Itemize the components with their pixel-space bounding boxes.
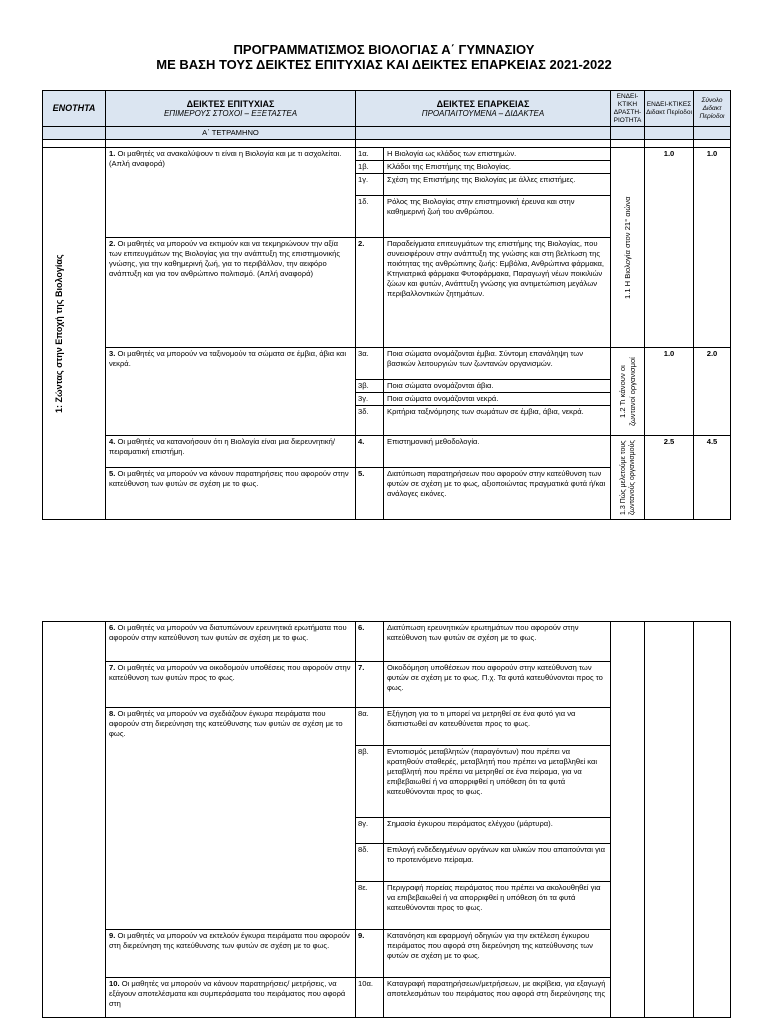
adequacy-1b: Κλάδοι της Επιστήμης της Βιολογίας.	[384, 161, 611, 174]
code-8b: 8β.	[356, 746, 384, 818]
unit-cell-2	[43, 622, 106, 1018]
code-10a: 10α.	[356, 978, 384, 1018]
adequacy-3b: Ποια σώματα ονομάζονται άβια.	[384, 380, 611, 393]
adequacy-1c: Σχέση της Επιστήμης της Βιολογίας με άλλες επιστήμες.	[384, 174, 611, 196]
adequacy-7: Οικοδόμηση υποθέσεων που αφορούν στην κατεύθυνση των φυτών σε σχέση με το φως. Π.χ. Τα φυτά κατευθύνονται προς το φως.	[384, 662, 611, 708]
code-1a: 1α.	[356, 148, 384, 161]
code-4: 4.	[356, 436, 384, 468]
doc-title-line2: ΜΕ ΒΑΣΗ ΤΟΥΣ ΔΕΙΚΤΕΣ ΕΠΙΤΥΧΙΑΣ ΚΑΙ ΔΕΙΚΤΕΣ ΕΠΑΡΚΕΙΑΣ 2021-2022	[156, 57, 612, 72]
success-10: 10. Οι μαθητές να μπορούν να κάνουν παρατηρήσεις/ μετρήσεις, να εξάγουν αποτελέσματα και συμπεράσματα του πειράματος που αφορά στη	[106, 978, 356, 1018]
success-6: 6. Οι μαθητές να μπορούν να διατυπώνουν ερευνητικά ερωτήματα που αφορούν στην κατεύθυνση των φυτών σε σχέση με το φως.	[106, 622, 356, 662]
success-7: 7. Οι μαθητές να μπορούν να οικοδομούν υποθέσεις που αφορούν στην κατεύθυνση των φυτών προς το φως.	[106, 662, 356, 708]
periods-4: 2.5	[645, 436, 694, 520]
competency-table-page1	[42, 90, 731, 520]
code-6: 6.	[356, 622, 384, 662]
unit-label: 1: Ζώντας στην Εποχή της Βιολογίας	[54, 254, 64, 413]
adequacy-3c: Ποια σώματα ονομάζονται νεκρά.	[384, 393, 611, 406]
col-unit: ΕΝΟΤΗΤΑ	[43, 91, 106, 127]
code-8a: 8α.	[356, 708, 384, 746]
total-cell-2	[694, 622, 731, 1018]
code-8d: 8δ.	[356, 844, 384, 882]
success-9: 9. Οι μαθητές να μπορούν να εκτελούν έγκυρα πειράματα που αφορούν στη διερεύνηση της κατεύθυνσης των φυτών σε σχέση με το φως.	[106, 930, 356, 978]
code-3d: 3δ.	[356, 406, 384, 436]
activity-1-1: 1.1 Η Βιολογία στον 21° αιώνα	[611, 148, 645, 348]
adequacy-8a: Εξήγηση για το τι μπορεί να μετρηθεί σε ένα φυτό για να διαπιστωθεί αν κατευθύνεται προς το φως.	[384, 708, 611, 746]
spacer	[611, 140, 645, 148]
adequacy-6: Διατύπωση ερευνητικών ερωτημάτων που αφορούν στην κατεύθυνση των φυτών σε σχέση με το φως.	[384, 622, 611, 662]
code-1b: 1β.	[356, 161, 384, 174]
adequacy-3d: Κριτήρια ταξινόμησης των σωμάτων σε έμβια, άβια, νεκρά.	[384, 406, 611, 436]
periods-cell-2	[645, 622, 694, 1018]
col-periods: ΕΝΔΕΙ-ΚΤΙΚΕΣ Διδακτ Περίοδοι	[645, 91, 694, 127]
spacer	[356, 140, 611, 148]
spacer	[106, 140, 356, 148]
adequacy-8c: Σημασία έγκυρου πειράματος ελέγχου (μάρτυρα).	[384, 818, 611, 844]
success-8: 8. Οι μαθητές να μπορούν να σχεδιάζουν έγκυρα πειράματα που αφορούν στη διερεύνηση της κατεύθυνσης των φυτών σε σχέση με το φως.	[106, 708, 356, 930]
adequacy-2: Παραδείγματα επιτευγμάτων της επιστήμης της Βιολογίας, που συνεισφέρουν στην ανάπτυξη της γνώσης και στη βελτίωση της ποιότητας της ανθρώπινης ζωής: Εμβόλια, Ανθρώπινα φάρμακα, Κτηνιατρικά φάρμακα Φυτοφάρμακα, Παραγωγή νέων ποικιλιών ζώων και φυτών, Ανάπτυξη γνώσης για αντιμετώπιση μεγάλων περιβαλλοντικών ζητημάτων.	[384, 238, 611, 348]
code-7: 7.	[356, 662, 384, 708]
adequacy-5: Διατύπωση παρατηρήσεων που αφορούν στην κατεύθυνση των φυτών σε σχέση με το φως, αξιοποιώντας πραγματικά φυτά ή/και ανάλογες εικόνες.	[384, 468, 611, 520]
adequacy-3a: Ποια σώματα ονομάζονται έμβια. Σύντομη επανάληψη των βασικών λειτουργιών των ζωντανών οργανισμών.	[384, 348, 611, 380]
total-1: 1.0	[694, 148, 731, 348]
adequacy-10a: Καταγραφή παρατηρήσεων/μετρήσεων, με ακρίβεια, για εξαγωγή αποτελεσμάτων του πειράματος που αφορά στη διερεύνησης της	[384, 978, 611, 1018]
col-total: Σύνολο Διδακτ Περίοδοι	[694, 91, 731, 127]
quarter-blank3	[611, 127, 645, 140]
col-adequacy: ΔΕΙΚΤΕΣ ΕΠΑΡΚΕΙΑΣ ΠΡΟΑΠΑΙΤΟΥΜΕΝΑ – ΔΙΔΑΚΤΕΑ	[356, 91, 611, 127]
competency-table-page2	[42, 621, 731, 1018]
col-success: ΔΕΙΚΤΕΣ ΕΠΙΤΥΧΙΑΣ ΕΠΙΜΕΡΟΥΣ ΣΤΟΧΟΙ – ΕΞΕΤΑΣΤΕΑ	[106, 91, 356, 127]
periods-1: 1.0	[645, 148, 694, 348]
quarter-blank5	[694, 127, 731, 140]
success-3: 3. Οι μαθητές να μπορούν να ταξινομούν τα σώματα σε έμβια, άβια και νεκρά.	[106, 348, 356, 436]
activity-1-2: 1.2 Τι κάνουν οι ζωντανοί οργανισμοί	[611, 348, 645, 436]
code-3c: 3γ.	[356, 393, 384, 406]
adequacy-8b: Εντοπισμός μεταβλητών (παραγόντων) που πρέπει να κρατηθούν σταθερές, μεταβλητή που πρέπει να μεταβληθεί και μεταβλητή που πρέπει να μετρηθεί σε ένα πείραμα, για να επιβεβαιωθεί ή να απορριφθεί η υπόθεση ότι τα φυτά κατευθύνονται προς το φως.	[384, 746, 611, 818]
spacer	[645, 140, 694, 148]
adequacy-1a: Η Βιολογία ως κλάδος των επιστημών.	[384, 148, 611, 161]
success-4: 4. Οι μαθητές να κατανοήσουν ότι η Βιολογία είναι μια διερευνητική/πειραματική επιστήμη.	[106, 436, 356, 468]
code-2: 2.	[356, 238, 384, 348]
code-3a: 3α.	[356, 348, 384, 380]
code-1d: 1δ.	[356, 196, 384, 238]
quarter-blank2	[356, 127, 611, 140]
success-2: 2. Οι μαθητές να μπορούν να εκτιμούν και να τεκμηριώνουν την αξία των επιτευγμάτων της Βιολογίας για την ανάπτυξη της επιστημονικής γνώσης, για την καθημερινή ζωή, για το περιβάλλον, την αειφόρο ανάπτυξη και για τον ανθρώπινο πολιτισμό. (Απλή αναφορά)	[106, 238, 356, 348]
code-5: 5.	[356, 468, 384, 520]
total-3: 2.0	[694, 348, 731, 436]
quarter-blank	[43, 127, 106, 140]
activity-1-3: 1.3 Πώς μελετούμε τους ζωντανούς οργανισμούς	[611, 436, 645, 520]
success-5: 5. Οι μαθητές να μπορούν να κάνουν παρατηρήσεις που αφορούν στην κατεύθυνση των φυτών σε σχέση με το φως.	[106, 468, 356, 520]
quarter-blank4	[645, 127, 694, 140]
total-4: 4.5	[694, 436, 731, 520]
code-9: 9.	[356, 930, 384, 978]
adequacy-1d: Ρόλος της Βιολογίας στην επιστημονική έρευνα και στην καθημερινή ζωή του ανθρώπου.	[384, 196, 611, 238]
adequacy-9: Κατανόηση και εφαρμογή οδηγιών για την εκτέλεση έγκυρου πειράματος που αφορά στη διερεύνηση της κατεύθυνσης των φυτών σε σχέση με το φως.	[384, 930, 611, 978]
doc-title-line1: ΠΡΟΓΡΑΜΜΑΤΙΣΜΟΣ ΒΙΟΛΟΓΙΑΣ Α΄ ΓΥΜΝΑΣΙΟΥ	[233, 42, 535, 57]
adequacy-8e: Περιγραφή πορείας πειράματος που πρέπει να ακολουθηθεί για να επιβεβαιωθεί ή να απορριφθεί η υπόθεση ότι τα φυτά κατευθύνονται προς το φως.	[384, 882, 611, 930]
code-3b: 3β.	[356, 380, 384, 393]
adequacy-8d: Επιλογή ενδεδειγμένων οργάνων και υλικών που απαιτούνται για το προτεινόμενο πείραμα.	[384, 844, 611, 882]
spacer	[43, 140, 106, 148]
code-1c: 1γ.	[356, 174, 384, 196]
unit-cell	[43, 148, 106, 520]
success-1: 1. Οι μαθητές να ανακαλύψουν τι είναι η Βιολογία και με τι ασχολείται.(Απλή αναφορά)	[106, 148, 356, 238]
col-activity: ΕΝΔΕΙ-ΚΤΙΚΗ ΔΡΑΣΤΗ-ΡΙΟΤΗΤΑ	[611, 91, 645, 127]
activity-cell-2	[611, 622, 645, 1018]
code-8c: 8γ.	[356, 818, 384, 844]
quarter-label: Α΄ ΤΕΤΡΑΜΗΝΟ	[106, 127, 356, 140]
code-8e: 8ε.	[356, 882, 384, 930]
periods-3: 1.0	[645, 348, 694, 436]
adequacy-4: Επιστημονική μεθοδολογία.	[384, 436, 611, 468]
spacer	[694, 140, 731, 148]
